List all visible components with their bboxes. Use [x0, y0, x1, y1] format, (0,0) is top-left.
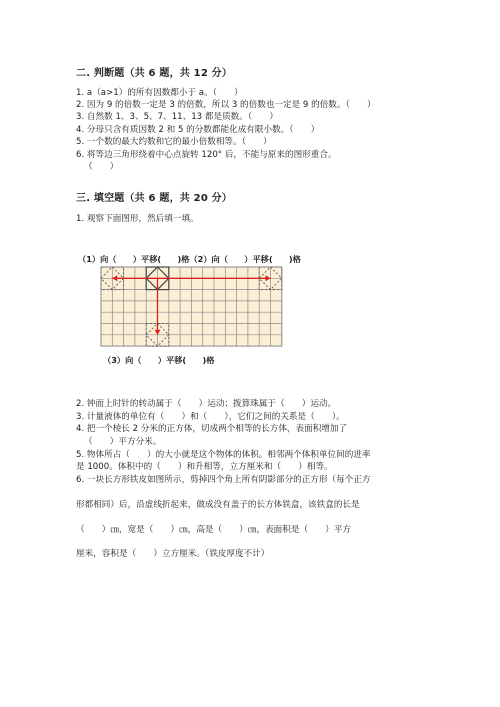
left-copy-square [101, 267, 124, 290]
judge-q6-blank: （ ） [84, 162, 119, 172]
fill-q5-cont: 是 1000。体积中的（ ）和升相等，立方厘米和（ ）相等。 [76, 462, 333, 472]
right-copy-square [259, 267, 282, 290]
bottom-copy-square [146, 324, 169, 347]
fill-q2: 2. 钟面上时针的转动属于（ ）运动；拨算珠属于（ ）运动。 [76, 399, 337, 409]
judge-q1: 1. a（a>1）的所有因数都小于 a。（ ） [76, 88, 243, 98]
right-copy-diamond [259, 267, 282, 290]
judge-q5: 5. 一个数的最大约数和它的最小倍数相等。（ ） [76, 137, 272, 147]
fill-q6-cont1: 形都相同）后，沿虚线折起来，做成没有盖子的长方体铁盒，该铁盒的长是 [76, 500, 360, 510]
left-copy-diamond [101, 267, 124, 290]
judge-q3: 3. 自然数 1、3、5、7、11、13 都是质数。（ ） [76, 112, 278, 122]
original-diamond [146, 267, 169, 290]
fill-q4-cont: （ ）平方分米。 [84, 437, 162, 447]
judge-q6: 6. 将等边三角形绕着中心点旋转 120° 后，不能与原来的图形重合。 [76, 150, 337, 160]
fill-q4: 4. 把一个棱长 2 分米的正方体，切成两个相等的长方体，表面积增加了 [76, 424, 348, 434]
judge-q2: 2. 因为 9 的倍数一定是 3 的倍数，所以 3 的倍数也一定是 9 的倍数。（ ） [76, 100, 376, 110]
judge-q4: 4. 分母只含有质因数 2 和 5 的分数都能化成有限小数。（ ） [76, 125, 320, 135]
arrow-left-head [112, 275, 117, 281]
original-square [146, 267, 169, 290]
grid-label-bottom: （3）向（ ）平移( )格 [103, 355, 215, 365]
grid-background [101, 267, 282, 346]
fill-q6: 6. 一块长方形铁皮如图所示，剪掉四个角上所有阴影部分的正方形（每个正方 [76, 475, 371, 485]
section-2-title: 二. 判断题（共 6 题，共 12 分） [76, 68, 233, 79]
fill-q6-cont3: 厘米，容积是（ ）立方厘米。（铁皮厚度不计） [76, 549, 270, 559]
fill-q1: 1. 观察下面图形，然后填一填。 [76, 214, 199, 224]
fill-q3: 3. 计量液体的单位有（ ）和（ ），它们之间的关系是（ ）。 [76, 412, 345, 422]
fill-q5: 5. 物体所占（ ）的大小就是这个物体的体积。相邻两个体积单位间的进率 [76, 450, 371, 460]
fill-q6-cont2: （ ）㎝，宽是（ ）㎝，高是（ ）㎝，表面积是（ ）平方 [76, 525, 352, 535]
section-3-title: 三. 填空题（共 6 题，共 20 分） [76, 193, 233, 204]
bottom-copy-diamond [146, 324, 169, 347]
grid-label-top: （1）向（ ）平移( )格（2）向（ ）平移( )格 [78, 254, 301, 264]
arrow-right-head [266, 275, 271, 281]
arrow-down-head [155, 330, 161, 335]
